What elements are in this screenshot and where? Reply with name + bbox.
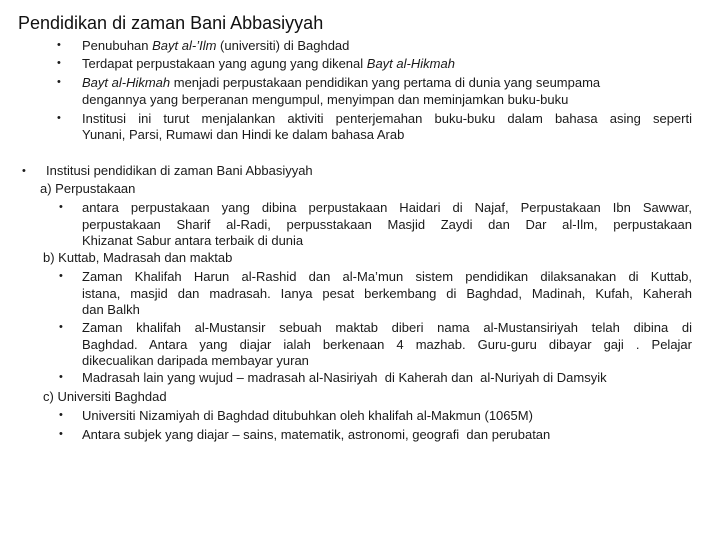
bullet-marker: • [59,371,63,383]
sub-a-label: a) Perpustakaan [40,181,136,196]
bullet-marker: • [22,165,26,177]
top-bullet-4: Institusi ini turut menjalankan aktiviti penterjemahan buku-buku dalam bahasa asing seperti [82,111,692,126]
sub-c-label: c) Universiti Baghdad [43,389,167,404]
top-bullet-3-cont: dengannya yang berperanan mengumpul, menyimpan dan meminjamkan buku-buku [82,92,569,107]
sub-b-bullet-1-line-2: istana, masjid dan madrasah. Ianya pesat berkembang di Baghdad, Madinah, Kufah, Kaherah [82,286,692,301]
sub-b-bullet-1-line-1: Zaman Khalifah Harun al-Rashid dan al-Ma’mun sistem pendidikan dilaksanakan di Kuttab, [82,269,692,284]
sub-a-line-1: antara perpustakaan yang dibina perpustakaan Haidari di Najaf, Perpustakaan Ibn Sawwar, [82,200,692,215]
sub-a-line-2: perpustakaan Sharif al-Radi, perpusstakaan Masjid Zaydi dan Dar al-Ilm, perpustakaan [82,217,692,232]
sub-c-bullet-2: Antara subjek yang diajar – sains, matematik, astronomi, geografi dan perubatan [82,427,551,442]
bullet-marker: • [57,112,61,124]
top-bullet-3 [82,75,600,90]
bullet-marker: • [59,321,63,333]
top-bullet-1-post: (universiti) di Baghdad [216,38,350,53]
bullet-marker: • [57,76,61,88]
top-bullet-2-pre: Terdapat perpustakaan yang agung yang dikenal [82,56,367,71]
section-heading: Institusi pendidikan di zaman Bani Abbasiyyah [46,163,313,178]
top-bullet-4-cont: Yunani, Parsi, Rumawi dan Hindi ke dalam bahasa Arab [82,127,405,142]
bullet-marker: • [59,270,63,282]
top-bullet-1 [82,38,349,53]
sub-b-bullet-1-line-3: dan Balkh [82,302,140,317]
sub-c-bullet-1: Universiti Nizamiyah di Baghdad ditubuhkan oleh khalifah al-Makmun (1065M) [82,408,533,423]
sub-b-bullet-2-line-1: Zaman khalifah al-Mustansir sebuah maktab diberi nama al-Mustansiriyah telah dibina di [82,320,692,335]
bullet-marker: • [57,57,61,69]
top-bullet-2 [82,56,455,71]
sub-b-bullet-3: Madrasah lain yang wujud – madrasah al-Nasiriyah di Kaherah dan al-Nuriyah di Damsyik [82,370,607,385]
slide-title: Pendidikan di zaman Bani Abbasiyyah [18,13,324,33]
bullet-marker: • [57,39,61,51]
sub-b-label: b) Kuttab, Madrasah dan maktab [43,250,233,265]
sub-b-bullet-2-line-3: dikecualikan daripada membayar yuran [82,353,309,368]
top-bullet-3-em: Bayt al-Hikmah [82,75,171,90]
top-bullet-2-em: Bayt al-Hikmah [366,56,455,71]
sub-b-bullet-2-line-2: Baghdad. Antara yang diajar ialah berkenaan 4 mazhab. Guru-guru dibayar gaji . Pelajar [82,337,692,352]
top-bullet-1-em: Bayt al-’Ilm [152,38,217,53]
sub-a-line-3: Khizanat Sabur antara terbaik di dunia [82,233,304,248]
top-bullet-3-post: menjadi perpustakaan pendidikan yang pertama di dunia yang seumpama [170,75,601,90]
bullet-marker: • [59,428,63,440]
bullet-marker: • [59,201,63,213]
bullet-marker: • [59,409,63,421]
top-bullet-1-pre: Penubuhan [82,38,153,53]
